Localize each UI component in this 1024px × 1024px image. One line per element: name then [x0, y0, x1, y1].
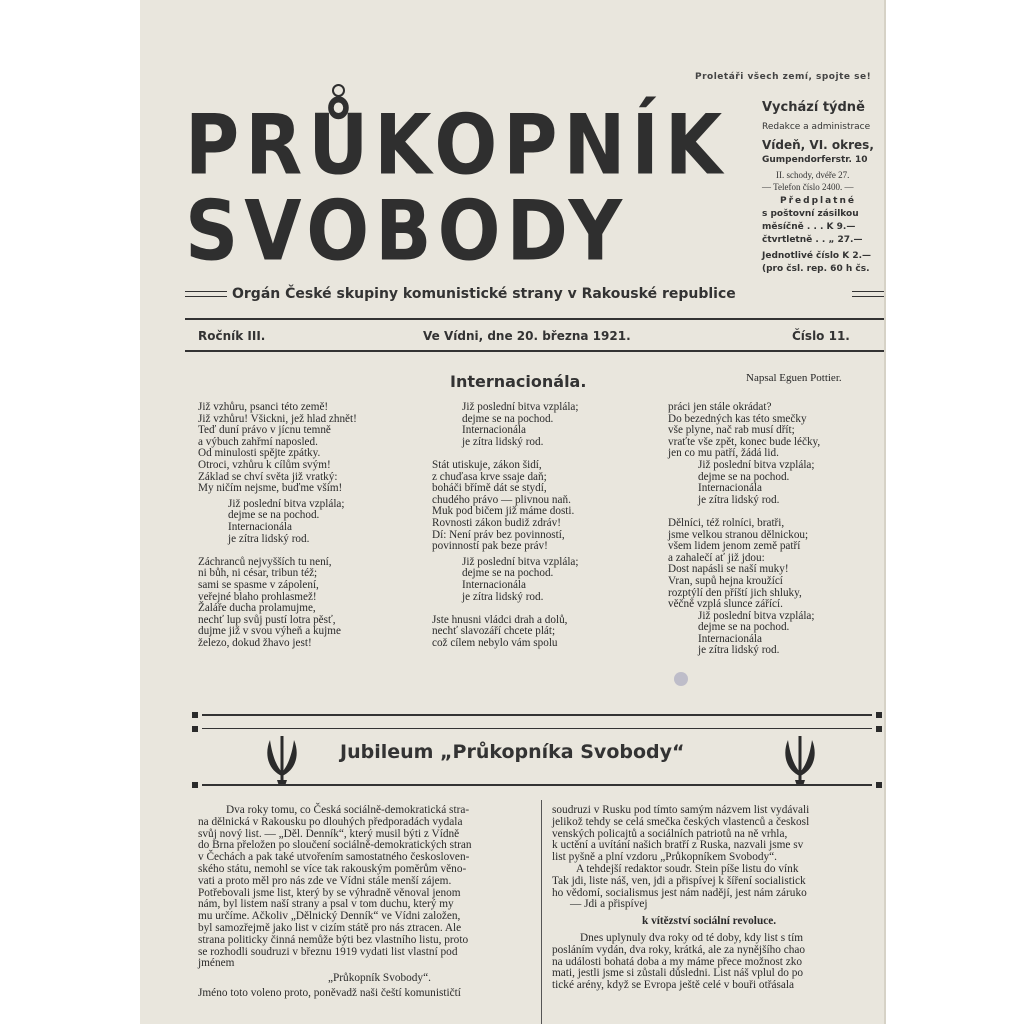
newspaper-page — [140, 0, 884, 1024]
poem-column-1: Již vzhůru, psanci této země! Již vzhůru! Všickni, jež hlad zhnět! Teď duní právo v jícnu temně a výbuch zahřmí naposled. Od minulosti spějte zpátky. Otroci, vzhůru k cílům svým! Základ se chví světa již vratký: My ničím nejsme, buďme vším! Již poslední bitva vzplála; dejme se na pochod. Internacionála je zítra lidský rod. Záchranců nejvyšších tu není, ni bůh, ni césar, tribun též; sami se spasme v zápolení, veřejné blaho prohlasmež! Žaláře ducha prolamujme, nechť lup svůj pustí lotra pěsť, dujme již v svou výheň a kujme železo, dokud žhavo jest! — [198, 401, 357, 649]
subtitle-rule-right-2 — [852, 296, 884, 297]
ring-accent — [332, 84, 345, 97]
ornament-block — [876, 712, 882, 718]
poem-column-3: práci jen stále okrádat? Do bezedných kas této smečky vše plyne, nač rab musí dřít; vraťte vše zpět, konec bude léčky, jen co mu patří, žádá lid. Již poslední bitva vzplála; dejme se na pochod. Internacionála je zítra lidský rod. Dělníci, též rolníci, bratři, jsme velkou stranou dělnickou; všem lidem jenom země patří a zahalečí ať již jdou: Dost napásli se naší muky! Vran, supů hejna kroužící rozptýlí den příští jich shluky, věčně vzplá slunce zářící. Již poslední bitva vzplála; dejme se na pochod. Internacionála je zítra lidský rod. — [668, 401, 821, 657]
article-title: Jubileum „Průkopníka Svobody“ — [340, 741, 685, 763]
info-city: Vídeň, VI. okres, — [762, 138, 874, 152]
masthead-line2: SVOBODY — [185, 183, 629, 280]
dateline-rule-bottom — [185, 350, 884, 352]
column-divider — [541, 800, 542, 1024]
masthead-line1: PRŮKOPNÍK — [185, 97, 729, 194]
ornament-block — [192, 782, 198, 788]
poem-title: Internacionála. — [450, 372, 587, 391]
ornament-block — [876, 726, 882, 732]
info-phone: — Telefon číslo 2400. — — [762, 182, 854, 192]
issue-number: Číslo 11. — [792, 329, 850, 343]
dateline-rule-top — [185, 318, 884, 320]
ornament-block — [192, 712, 198, 718]
info-quarterly: čtvrtletně . . „ 27.— — [762, 235, 863, 245]
laurel-wreath-icon — [258, 728, 306, 788]
laurel-wreath-icon — [776, 728, 824, 788]
ornament-block — [192, 726, 198, 732]
info-monthly: měsíčně . . . K 9.— — [762, 222, 856, 232]
info-subscription: Předplatné — [780, 196, 856, 206]
ornament-rule-top — [202, 714, 872, 716]
info-floor: II. schody, dvéře 27. — [776, 170, 850, 180]
info-office: Redakce a administrace — [762, 122, 871, 132]
ink-blot — [674, 672, 688, 686]
article-column-right: soudruzi v Rusku pod tímto samým názvem list vydávali jelikož tehdy se celá smečka českých vlastenců a českosl venských policajtů a sociálních patriotů na ně vrhla, k uctění a uvítání našich bratří z Ruska, nazvali jsme sv list pyšně a plní vzdoru „Průkopníkem Svobody“. A tehdejší redaktor soudr. Stein píše listu do vínk Tak jdi, liste náš, ven, jdi a přispívej k šíření socialistick ho vědomí, socialismus jest nám nadějí, jest nám záruko — Jdi a přispívej k vítězství sociální revoluce. Dnes uplynuly dva roky od té doby, kdy list s tím posláním vydán, dva roky, krátká, ale za nynějšího chao na události bohatá doba a my máme přece možnost zko mati, jestli jsme si zůstali důsledni. List náš vplul do po tické arény, když se Evropa ještě celé v bouři otřásala — [552, 804, 810, 992]
dateline: Ve Vídni, dne 20. března 1921. — [423, 329, 631, 343]
article-column-left: Dva roky tomu, co Česká sociálně-demokratická stra- na dělnická v Rakousku po dlouhých předporadách vydala svůj nový list. — „Děl. Denník“, který musil býti z Vídně do Brna přeložen po sloučení sociálně-demokratických stran v Čechách a pak také utvořením samostatného českosloven- ského státu, nemohl se více tak rakouským poměrům věno- vati a proto měl pro nás zde ve Vídni stále menší zájem. Potřebovali jsme list, který by se výhradně věnoval jenom nám, byl listem naší strany a psal v tom duchu, který my mu určíme. Ačkoliv „Dělnický Denník“ ve Vídni založen, byl samozřejmě jako list v cizím státě pro nás ztracen. Ale strana politicky činná nemůže býti bez vlastního listu, proto se rozhodli soudruzi v březnu 1919 vydati list vlastní pod jménem „Průkopník Svobody“. Jméno toto voleno proto, poněvadž naši čeští komunističtí — [198, 804, 472, 999]
poem-column-2: Již poslední bitva vzplála; dejme se na pochod. Internacionála je zítra lidský rod. Stát utiskuje, zákon šidí, z chuďasa krve ssaje daň; boháči břímě dát se stydí, chudého právo — plivnou naň. Muk pod bičem již máme dosti. Rovnosti zákon budiž zdráv! Dí: Není práv bez povinností, povinností pak beze práv! Již poslední bitva vzplála; dejme se na pochod. Internacionála je zítra lidský rod. Jste hnusni vládci drah a dolů, nechť slavozáří chcete plát; což cílem nebylo vám spolu — [432, 401, 579, 649]
page-edge — [884, 0, 886, 1024]
info-frequency: Vychází týdně — [762, 100, 865, 115]
ornament-block — [876, 782, 882, 788]
subtitle: Orgán České skupiny komunistické strany v Rakouské republice — [232, 286, 736, 302]
info-czech-rep: (pro čsl. rep. 60 h čs. — [762, 264, 870, 274]
subtitle-rule-left — [185, 291, 227, 292]
volume: Ročník III. — [198, 329, 266, 343]
header-tagline: Proletáři všech zemí, spojte se! — [695, 72, 872, 82]
info-postal: s poštovní zásilkou — [762, 209, 859, 219]
poem-author: Napsal Eguen Pottier. — [746, 372, 842, 384]
subtitle-rule-left-2 — [185, 296, 227, 297]
subtitle-rule-right — [852, 291, 884, 292]
info-single: Jednotlivé číslo K 2.— — [762, 251, 872, 261]
info-street: Gumpendorferstr. 10 — [762, 155, 868, 165]
ornament-rule-bottom — [202, 784, 872, 786]
